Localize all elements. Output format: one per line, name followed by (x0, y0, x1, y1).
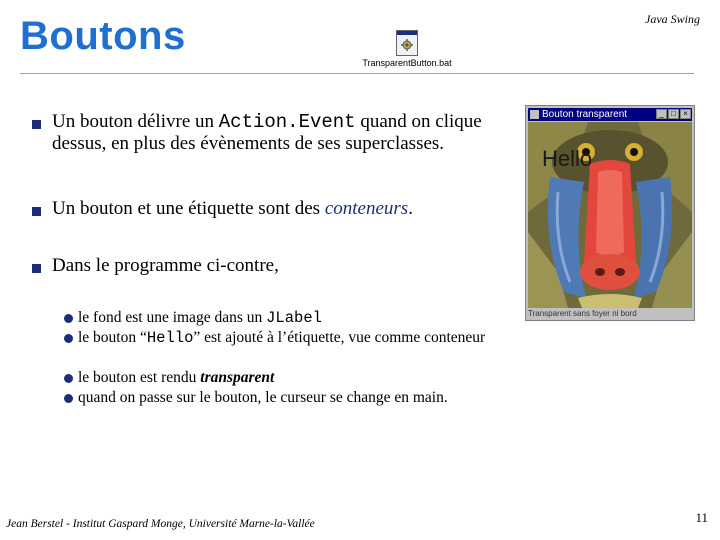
page-number: 11 (695, 510, 708, 525)
bullet-marker (32, 120, 41, 129)
footer-author: Jean Berstel - Institut Gaspard Monge, Université Marne-la-Vallée (6, 518, 315, 530)
batch-file-shortcut[interactable] (358, 30, 456, 68)
title-divider (20, 73, 694, 74)
header-course-label: Java Swing (645, 12, 700, 26)
code-hello: Hello (146, 329, 194, 347)
window-title: Bouton transparent (542, 109, 628, 120)
bullet-marker (32, 264, 41, 273)
demo-window (525, 105, 695, 321)
window-app-icon (530, 110, 539, 119)
batch-file-icon (396, 30, 418, 56)
term-transparent: transparent (200, 369, 275, 386)
bullet-text-2: Un bouton et une étiquette sont des conteneurs. (52, 198, 413, 219)
window-titlebar[interactable] (528, 108, 692, 121)
subbullet-marker (64, 394, 73, 403)
subbullet-text-4: quand on passe sur le bouton, le curseur se change en main. (78, 389, 448, 406)
term-conteneurs: conteneurs (324, 198, 409, 219)
subbullet-text-3: le bouton est rendu transparent (78, 369, 275, 386)
background-image-label (528, 122, 692, 308)
minimize-icon[interactable]: _ (656, 109, 667, 119)
bullet-text-3: Dans le programme ci-contre, (52, 255, 279, 276)
maximize-icon[interactable]: □ (668, 109, 679, 119)
hello-button[interactable]: Hello (542, 146, 593, 171)
slide-title: Boutons (20, 14, 186, 58)
code-action-event: Action.Event (218, 111, 356, 133)
code-jlabel: JLabel (266, 309, 322, 327)
subbullet-marker (64, 334, 73, 343)
bullet-marker (32, 207, 41, 216)
subbullet-text-2: le bouton “Hello” est ajouté à l’étiquette, vue comme conteneur (78, 329, 486, 347)
subbullet-marker (64, 314, 73, 323)
subbullet-text-1: le fond est une image dans un JLabel (78, 309, 322, 327)
window-status-text: Transparent sans foyer ni bord (528, 309, 637, 318)
bullet-text-1: Un bouton délivre un Action.Event quand on clique dessus, en plus des évènements de ses superclasses. (52, 111, 482, 154)
batch-file-label: TransparentButton.bat (362, 58, 452, 68)
close-icon[interactable]: × (680, 109, 691, 119)
subbullet-marker (64, 374, 73, 383)
